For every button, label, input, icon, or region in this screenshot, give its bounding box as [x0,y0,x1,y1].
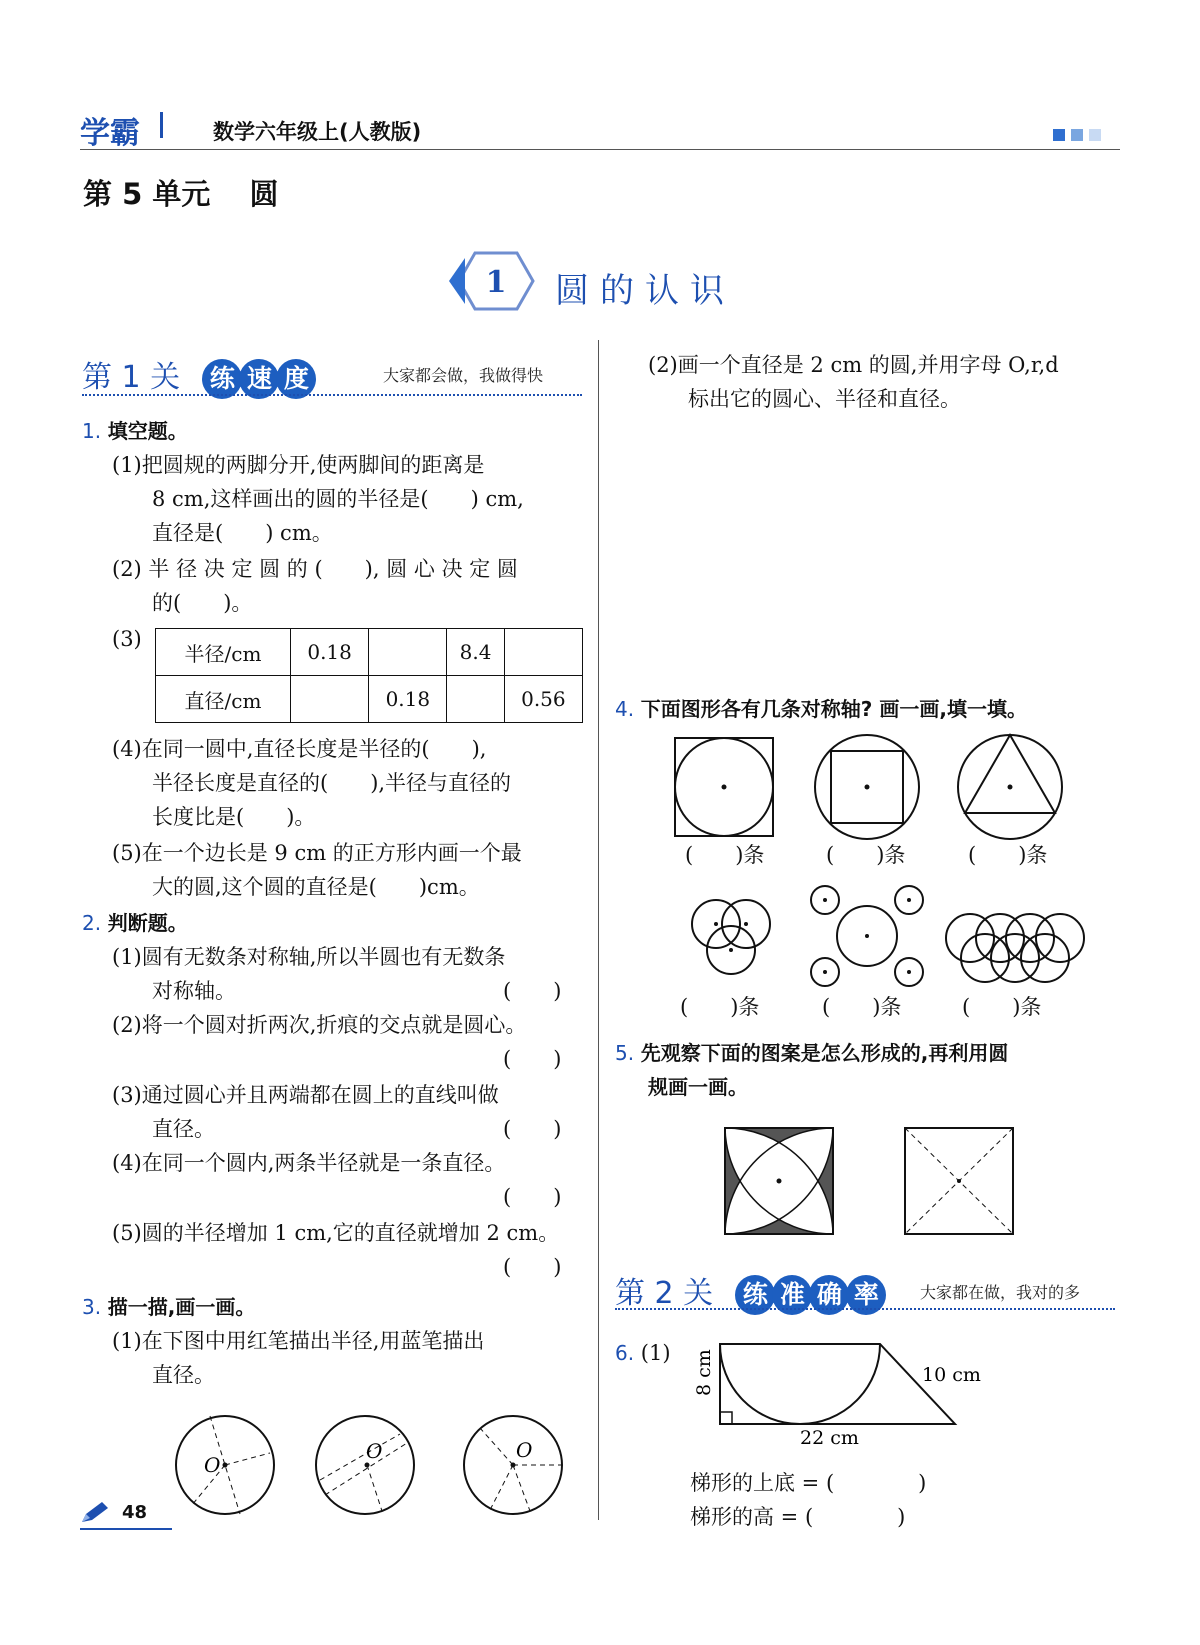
q6-answer1[interactable]: 梯形的上底 = ( ) [690,1471,927,1495]
base-label: 22 cm [800,1427,859,1449]
section-1-underline [82,394,582,396]
q1-part1-line2: 8 cm,这样画出的圆的半径是( ) cm, [152,487,524,511]
q1-part2-line2: 的( )。 [152,591,253,615]
height-label: 8 cm [693,1349,715,1396]
header-square [1053,129,1065,141]
table-cell: 8.4 [447,629,504,676]
answer-blank[interactable]: ( )条 [968,843,1048,867]
circle-figure-1 [176,1416,274,1514]
answer-blank[interactable]: ( )条 [680,995,760,1019]
q6-part: (1) [640,1341,671,1365]
q2-number: 2. [82,911,102,935]
q5-title-line2: 规画一画。 [648,1075,748,1099]
section-2-slogan: 大家都在做，我对的多 [920,1283,1081,1302]
table-cell: 半径/cm [156,629,291,676]
answer-blank[interactable]: ( )条 [826,843,906,867]
q2-item3-line1: (3)通过圆心并且两端都在圆上的直线叫做 [112,1083,499,1107]
q3-part2-line2: 标出它的圆心、半径和直径。 [688,387,961,411]
q1-part4-line1: (4)在同一圆中,直径长度是半径的( ), [112,737,487,761]
table-cell [447,676,504,723]
section-2-underline [615,1308,1115,1310]
q1-number: 1. [82,419,102,443]
answer-blank[interactable]: ( )条 [962,995,1042,1019]
q4-number: 4. [615,697,635,721]
q6-number: 6. [615,1341,635,1365]
lesson-number: 1 [485,265,507,300]
unit-title: 第 5 单元 圆 [83,177,279,211]
q4-title: 下面图形各有几条对称轴? 画一画,填一填。 [640,697,1027,721]
q1-part3-label: (3) [112,627,142,651]
table-cell: 0.18 [369,676,447,723]
table-cell [291,676,369,723]
section-badge: 速 [239,359,279,399]
trapezoid-figure [690,1336,981,1449]
circle-figure-2 [316,1416,414,1514]
circle-with-square [815,735,919,839]
q6-heading [615,1336,671,1370]
q5-pattern-figures [720,1125,1020,1237]
section-badge: 度 [276,359,316,399]
q2-title: 判断题。 [107,911,188,935]
page-number-rule [80,1528,172,1530]
circle-with-triangle [958,735,1062,839]
svg-text:O: O [204,1453,221,1477]
table-cell [504,629,582,676]
section-badge: 确 [809,1275,849,1315]
lesson-number-hexagon [445,250,535,312]
book-title: 数学六年级上(人教版) [213,120,422,144]
rings-circles [946,914,1084,982]
shaded-petal-pattern [725,1128,833,1234]
section-badge: 率 [846,1275,886,1315]
q5-heading [615,1036,1008,1070]
q1-part1-line3: 直径是( ) cm。 [152,521,333,545]
table-row [156,676,583,723]
q5-title-line1: 先观察下面的图案是怎么形成的,再利用圆 [640,1041,1009,1065]
section-badge: 练 [735,1275,775,1315]
q2-heading [82,906,188,940]
section-1-slogan: 大家都会做，我做得快 [383,366,544,385]
q2-item3-line2: 直径。 [152,1117,215,1141]
pencil-icon [80,1500,110,1526]
square-with-circle [675,738,773,836]
table-row [156,629,583,676]
section-badge: 练 [202,359,242,399]
q2-item4: (4)在同一个圆内,两条半径就是一条直径。 [112,1151,506,1175]
q2-item2: (2)将一个圆对折两次,折痕的交点就是圆心。 [112,1013,527,1037]
page-number: 48 [122,1502,148,1523]
q5-number: 5. [615,1041,635,1065]
answer-blank[interactable]: ( )条 [685,843,765,867]
table-cell: 0.56 [504,676,582,723]
answer-paren[interactable]: ( ) [503,979,562,1003]
q1-part2-line1: (2) 半 径 决 定 圆 的 ( ), 圆 心 决 定 圆 [112,557,518,581]
circle-figure-3 [464,1416,562,1514]
q1-part5-line2: 大的圆,这个圆的直径是( )cm。 [152,875,480,899]
section-1-header [82,352,313,399]
table-cell: 直径/cm [156,676,291,723]
q4-heading [615,692,1027,726]
q1-heading [82,414,188,448]
q2-item5: (5)圆的半径增加 1 cm,它的直径就增加 2 cm。 [112,1221,560,1245]
q1-part5-line1: (5)在一个边长是 9 cm 的正方形内画一个最 [112,841,522,865]
q3-heading [82,1290,255,1324]
section-1-title: 第 1 关 [82,360,181,395]
logo-divider [160,112,163,138]
q3-number: 3. [82,1295,102,1319]
answer-paren[interactable]: ( ) [503,1255,562,1279]
svg-text:O: O [516,1438,533,1462]
header-rule [80,149,1120,150]
q3-part1-line1: (1)在下图中用红笔描出半径,用蓝笔描出 [112,1329,485,1353]
answer-paren[interactable]: ( ) [503,1185,562,1209]
q6-answer2[interactable]: 梯形的高 = ( ) [690,1505,906,1529]
answer-blank[interactable]: ( )条 [822,995,902,1019]
section-2-title: 第 2 关 [615,1276,714,1311]
column-divider [598,340,599,1520]
section-badge: 准 [772,1275,812,1315]
q1-part4-line3: 长度比是( )。 [152,805,316,829]
svg-text:O: O [366,1439,383,1463]
q1-part1-line1: (1)把圆规的两脚分开,使两脚间的距离是 [112,453,485,477]
table-cell: 0.18 [291,629,369,676]
header-square [1071,129,1083,141]
q2-item1-line1: (1)圆有无数条对称轴,所以半圆也有无数条 [112,945,506,969]
q2-item1-line2: 对称轴。 [152,979,236,1003]
empty-square-template [905,1128,1013,1234]
three-circles [692,900,770,974]
radius-diameter-table [155,628,583,723]
q3-title: 描一描,画一画。 [107,1295,256,1319]
table-cell [369,629,447,676]
brand-logo: 学霸 [80,116,140,151]
slant-label: 10 cm [922,1364,981,1386]
answer-paren[interactable]: ( ) [503,1117,562,1141]
q3-circles-figure [170,1410,590,1520]
q3-part1-line2: 直径。 [152,1363,215,1387]
q1-part4-line2: 半径长度是直径的( ),半径与直径的 [152,771,512,795]
header-square [1089,129,1101,141]
answer-paren[interactable]: ( ) [503,1047,562,1071]
q3-part2-line1: (2)画一个直径是 2 cm 的圆,并用字母 O,r,d [648,353,1059,377]
five-circles [811,886,923,986]
q1-title: 填空题。 [107,419,188,443]
lesson-title: 圆的认识 [555,271,735,311]
